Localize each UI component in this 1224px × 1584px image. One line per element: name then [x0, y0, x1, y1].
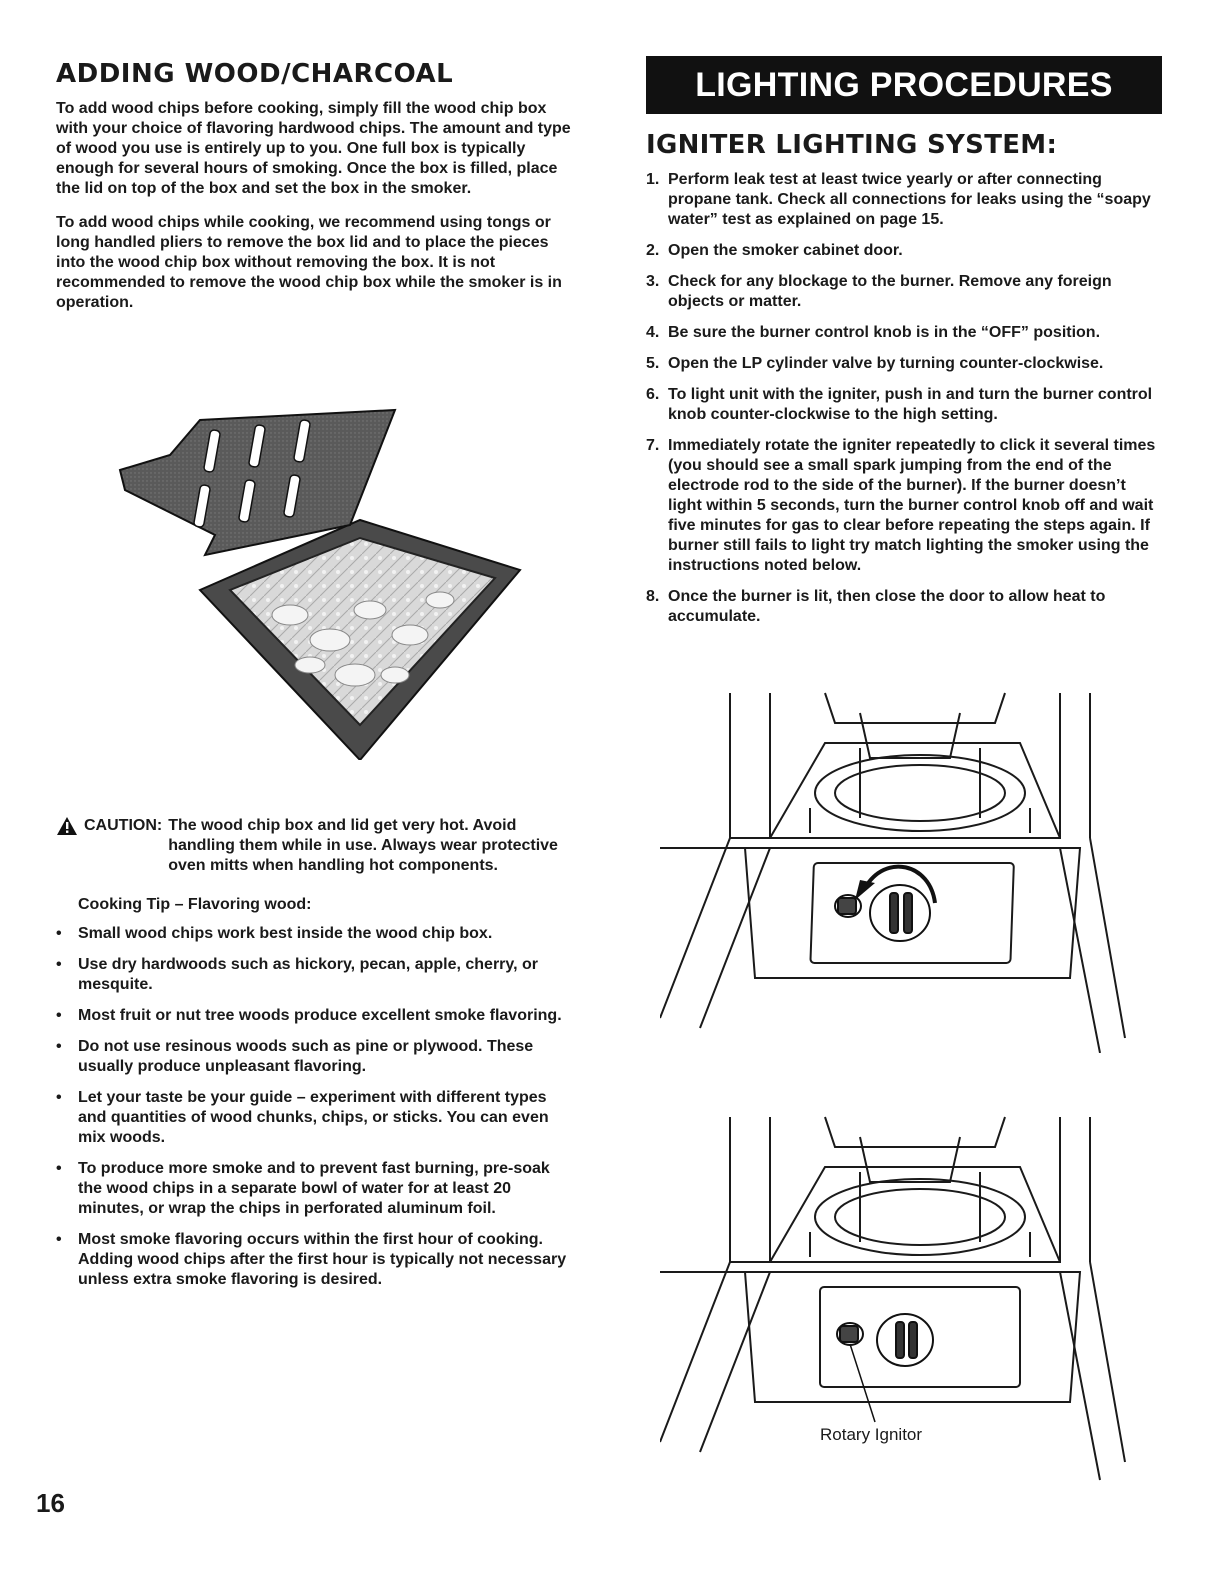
list-item [56, 1159, 576, 1219]
list-item [56, 1006, 576, 1026]
smoker-knob-turn-illustration [660, 688, 1130, 1053]
step-number: 8. [646, 588, 660, 605]
list-item [646, 241, 1162, 261]
bullet: • [56, 925, 62, 942]
step-text: Be sure the burner control knob is in the “OFF” position. [668, 324, 1101, 341]
list-item [646, 385, 1162, 425]
step-number: 5. [646, 355, 660, 372]
caution-text: The wood chip box and lid get very hot. Avoid handling them while in use. Always wear protective oven mitts when handling hot components. [168, 817, 558, 874]
step-text: Open the LP cylinder valve by turning counter-clockwise. [668, 355, 1104, 372]
step-text: Immediately rotate the igniter repeatedly to click it several times (you should see a small spark jumping from the end of the electrode rod to the side of the burner). If the burner doesn’t light within 5 seconds, turn the burner control knob off and wait five minutes for gas to clear before repeating the steps again. If burner still fails to light try match lighting the smoker using the instructions noted below. [668, 437, 1156, 574]
bullet: • [56, 1160, 62, 1177]
tip-text: Do not use resinous woods such as pine or plywood. These usually produce unpleasant flavoring. [78, 1038, 534, 1075]
step-number: 7. [646, 437, 660, 454]
bullet: • [56, 1089, 62, 1106]
bullet: • [56, 1007, 62, 1024]
lighting-steps-list [646, 170, 1162, 627]
control-knob [877, 1314, 933, 1366]
caution-label: CAUTION: [84, 817, 163, 834]
bullet: • [56, 1038, 62, 1055]
paragraph-add-while-cooking: To add wood chips while cooking, we recommend using tongs or long handled pliers to remove the box lid and to place the pieces into the wood chip box without removing the box. It is not recommended to remove the wood chip box while the smoker is in operation. [56, 213, 562, 311]
list-item [646, 436, 1162, 576]
step-number: 4. [646, 324, 660, 341]
ignitor-leader-line [850, 1344, 875, 1422]
list-item [56, 955, 576, 995]
step-text: To light unit with the igniter, push in and turn the burner control knob counter-clockwise to the high setting. [668, 386, 1153, 423]
step-text: Check for any blockage to the burner. Remove any foreign objects or matter. [668, 273, 1112, 310]
control-knob [870, 885, 930, 941]
cooking-tips-list [56, 924, 576, 1290]
list-item [646, 354, 1162, 374]
left-column [56, 60, 576, 327]
bullet: • [56, 956, 62, 973]
tip-text: To produce more smoke and to prevent fast burning, pre-soak the wood chips in a separate bowl of water for at least 20 minutes, or wrap the chips in perforated aluminum foil. [78, 1160, 550, 1217]
rotary-ignitor-label: Rotary Ignitor [820, 1425, 923, 1444]
caution-note [56, 816, 576, 876]
warning-icon [56, 816, 78, 836]
step-text: Open the smoker cabinet door. [668, 242, 903, 259]
step-number: 2. [646, 242, 660, 259]
tip-text: Most smoke flavoring occurs within the first hour of cooking. Adding wood chips after the first hour is typically not necessary unless extra smoke flavoring is desired. [78, 1231, 567, 1288]
wood-chip-box-illustration [110, 400, 530, 760]
left-column-lower [56, 798, 576, 1301]
right-column [646, 56, 1162, 638]
ignitor-button [837, 1323, 863, 1345]
igniter-lighting-system-title: IGNITER LIGHTING SYSTEM: [646, 130, 1058, 160]
list-item [646, 323, 1162, 343]
arrow-head [855, 880, 875, 900]
step-text: Once the burner is lit, then close the door to allow heat to accumulate. [668, 588, 1106, 625]
cooking-tip-title: Cooking Tip – Flavoring wood: [78, 896, 312, 913]
list-item [56, 1230, 576, 1290]
tip-text: Use dry hardwoods such as hickory, pecan, apple, cherry, or mesquite. [78, 956, 539, 993]
list-item [646, 272, 1162, 312]
bullet: • [56, 1231, 62, 1248]
list-item [56, 1088, 576, 1148]
tip-text: Let your taste be your guide – experiment with different types and quantities of wood chunks, chips, or sticks. You can even mix woods. [78, 1089, 549, 1146]
step-number: 3. [646, 273, 660, 290]
ignitor-button [835, 895, 861, 917]
section-title-adding-wood: ADDING WOOD/CHARCOAL [56, 59, 454, 89]
list-item [646, 587, 1162, 627]
list-item [56, 924, 576, 944]
paragraph-add-before-cooking: To add wood chips before cooking, simply fill the wood chip box with your choice of flavoring hardwood chips. The amount and type of wood you use is entirely up to you. One full box is typically enough for several hours of smoking. Once the box is filled, place the lid on top of the box and set the box in the smoker. [56, 99, 571, 197]
tip-text: Most fruit or nut tree woods produce excellent smoke flavoring. [78, 1007, 562, 1024]
list-item [56, 1037, 576, 1077]
list-item [646, 170, 1162, 230]
step-number: 1. [646, 171, 660, 188]
tip-text: Small wood chips work best inside the wood chip box. [78, 925, 493, 942]
step-number: 6. [646, 386, 660, 403]
page-number: 16 [36, 1488, 65, 1518]
lighting-procedures-banner: LIGHTING PROCEDURES [646, 56, 1162, 114]
step-text: Perform leak test at least twice yearly or after connecting propane tank. Check all connections for leaks using the “soapy water” test as explained on page 15. [668, 171, 1151, 228]
